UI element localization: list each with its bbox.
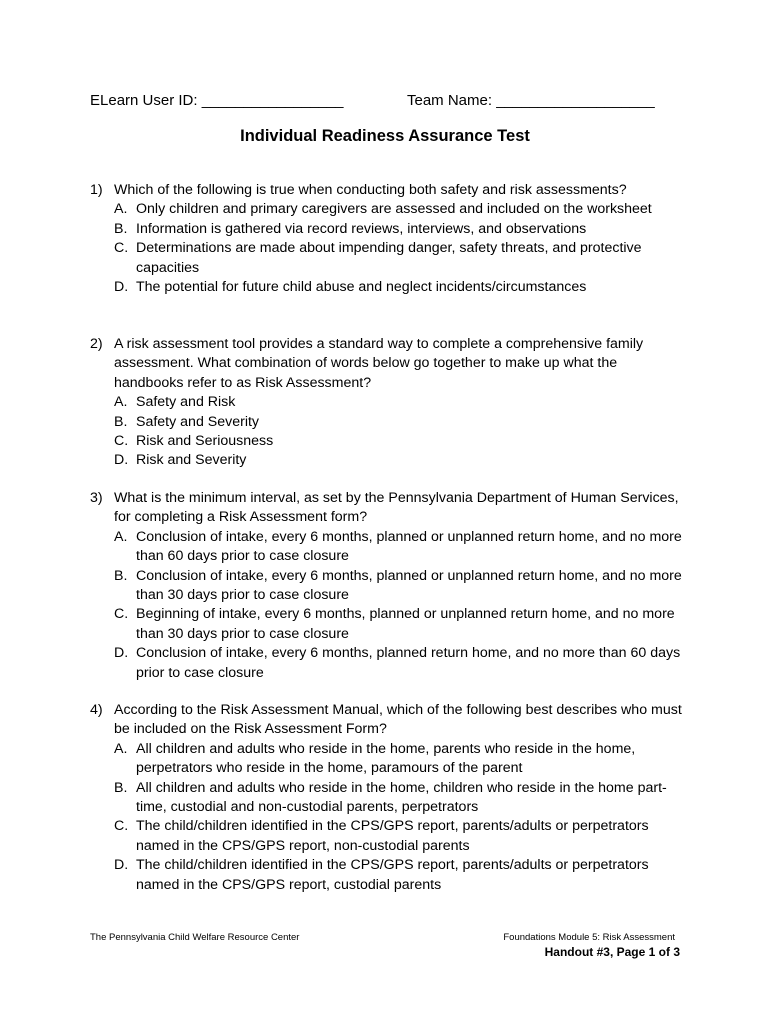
option-letter: A. xyxy=(114,740,128,757)
option-letter: C. xyxy=(114,818,129,835)
option-letter: D. xyxy=(114,857,129,874)
question-number: 1) xyxy=(90,182,103,198)
question-text: A risk assessment tool provides a standard way to complete a comprehensive family assessment. What combination of words below go together to make up what the handbooks refer to as Risk Assessment? xyxy=(114,336,644,391)
option-letter: A. xyxy=(114,528,128,545)
option-text: Only children and primary caregivers are assessed and included on the worksheet xyxy=(136,201,652,218)
team-name-label: Team Name: ___________________ xyxy=(407,92,655,109)
option-b xyxy=(114,413,690,432)
option-a xyxy=(114,740,690,779)
option-text: Determinations are made about impending danger, safety threats, and protective capacities xyxy=(136,240,642,276)
option-text: Risk and Seriousness xyxy=(136,433,274,450)
question-text: Which of the following is true when conducting both safety and risk assessments? xyxy=(114,182,627,198)
option-letter: D. xyxy=(114,645,129,662)
option-text: The child/children identified in the CPS/GPS report, parents/adults or perpetrators named in the CPS/GPS report, non-custodial parents xyxy=(136,818,649,854)
option-a xyxy=(114,528,690,567)
option-a xyxy=(114,393,690,412)
page-title: Individual Readiness Assurance Test xyxy=(240,127,530,145)
option-text: Safety and Severity xyxy=(136,413,260,430)
question-3 xyxy=(90,489,690,683)
footer-handout-page: Handout #3, Page 1 of 3 xyxy=(544,945,680,959)
option-text: All children and adults who reside in the home, parents who reside in the home, perpetrators who reside in the home, paramours of the parent xyxy=(136,740,636,777)
question-number: 3) xyxy=(90,490,103,506)
option-letter: A. xyxy=(114,201,128,218)
option-text: All children and adults who reside in the home, children who reside in the home part-time, custodial and non-custodial parents, perpetrators xyxy=(136,779,667,816)
option-d xyxy=(114,278,690,297)
option-letter: B. xyxy=(114,567,128,584)
option-letter: C. xyxy=(114,433,129,450)
question-1 xyxy=(90,181,690,297)
option-letter: D. xyxy=(114,452,129,469)
option-b xyxy=(114,220,690,239)
option-letter: C. xyxy=(114,606,129,623)
question-number: 2) xyxy=(90,336,103,352)
question-text: According to the Risk Assessment Manual, which of the following best describes who must be included on the Risk Assessment Form? xyxy=(114,702,682,738)
option-b xyxy=(114,779,690,818)
option-letter: A. xyxy=(114,394,128,411)
option-c xyxy=(114,432,690,451)
option-d xyxy=(114,856,690,895)
option-letter: B. xyxy=(114,220,128,237)
option-text: The child/children identified in the CPS/GPS report, parents/adults or perpetrators named in the CPS/GPS report, custodial parents xyxy=(136,857,649,893)
option-a xyxy=(114,200,690,219)
option-c xyxy=(114,817,690,856)
question-number: 4) xyxy=(90,702,103,718)
option-c xyxy=(114,605,690,644)
option-letter: B. xyxy=(114,413,128,430)
option-c xyxy=(114,239,690,278)
question-text: What is the minimum interval, as set by the Pennsylvania Department of Human Services, for completing a Risk Assessment form? xyxy=(114,490,679,526)
question-4 xyxy=(90,701,690,895)
option-text: Risk and Severity xyxy=(136,452,247,469)
option-text: The potential for future child abuse and neglect incidents/circumstances xyxy=(136,279,587,296)
option-text: Information is gathered via record reviews, interviews, and observations xyxy=(136,220,587,237)
option-letter: B. xyxy=(114,779,128,796)
option-text: Safety and Risk xyxy=(136,394,236,411)
option-d xyxy=(114,451,690,470)
option-b xyxy=(114,567,690,606)
option-d xyxy=(114,644,690,683)
option-text: Conclusion of intake, every 6 months, planned or unplanned return home, and no more than 60 days prior to case closure xyxy=(136,528,682,565)
footer-organization: The Pennsylvania Child Welfare Resource Center xyxy=(90,932,300,943)
option-text: Conclusion of intake, every 6 months, planned return home, and no more than 60 days prior to case closure xyxy=(136,645,681,681)
option-letter: C. xyxy=(114,240,129,257)
elearn-user-id-label: ELearn User ID: _________________ xyxy=(90,92,344,109)
option-text: Conclusion of intake, every 6 months, planned or unplanned return home, and no more than 30 days prior to case closure xyxy=(136,567,682,604)
footer-module: Foundations Module 5: Risk Assessment xyxy=(503,932,675,943)
question-2 xyxy=(90,335,690,471)
option-text: Beginning of intake, every 6 months, planned or unplanned return home, and no more than 30 days prior to case closure xyxy=(136,606,675,642)
option-letter: D. xyxy=(114,279,129,296)
